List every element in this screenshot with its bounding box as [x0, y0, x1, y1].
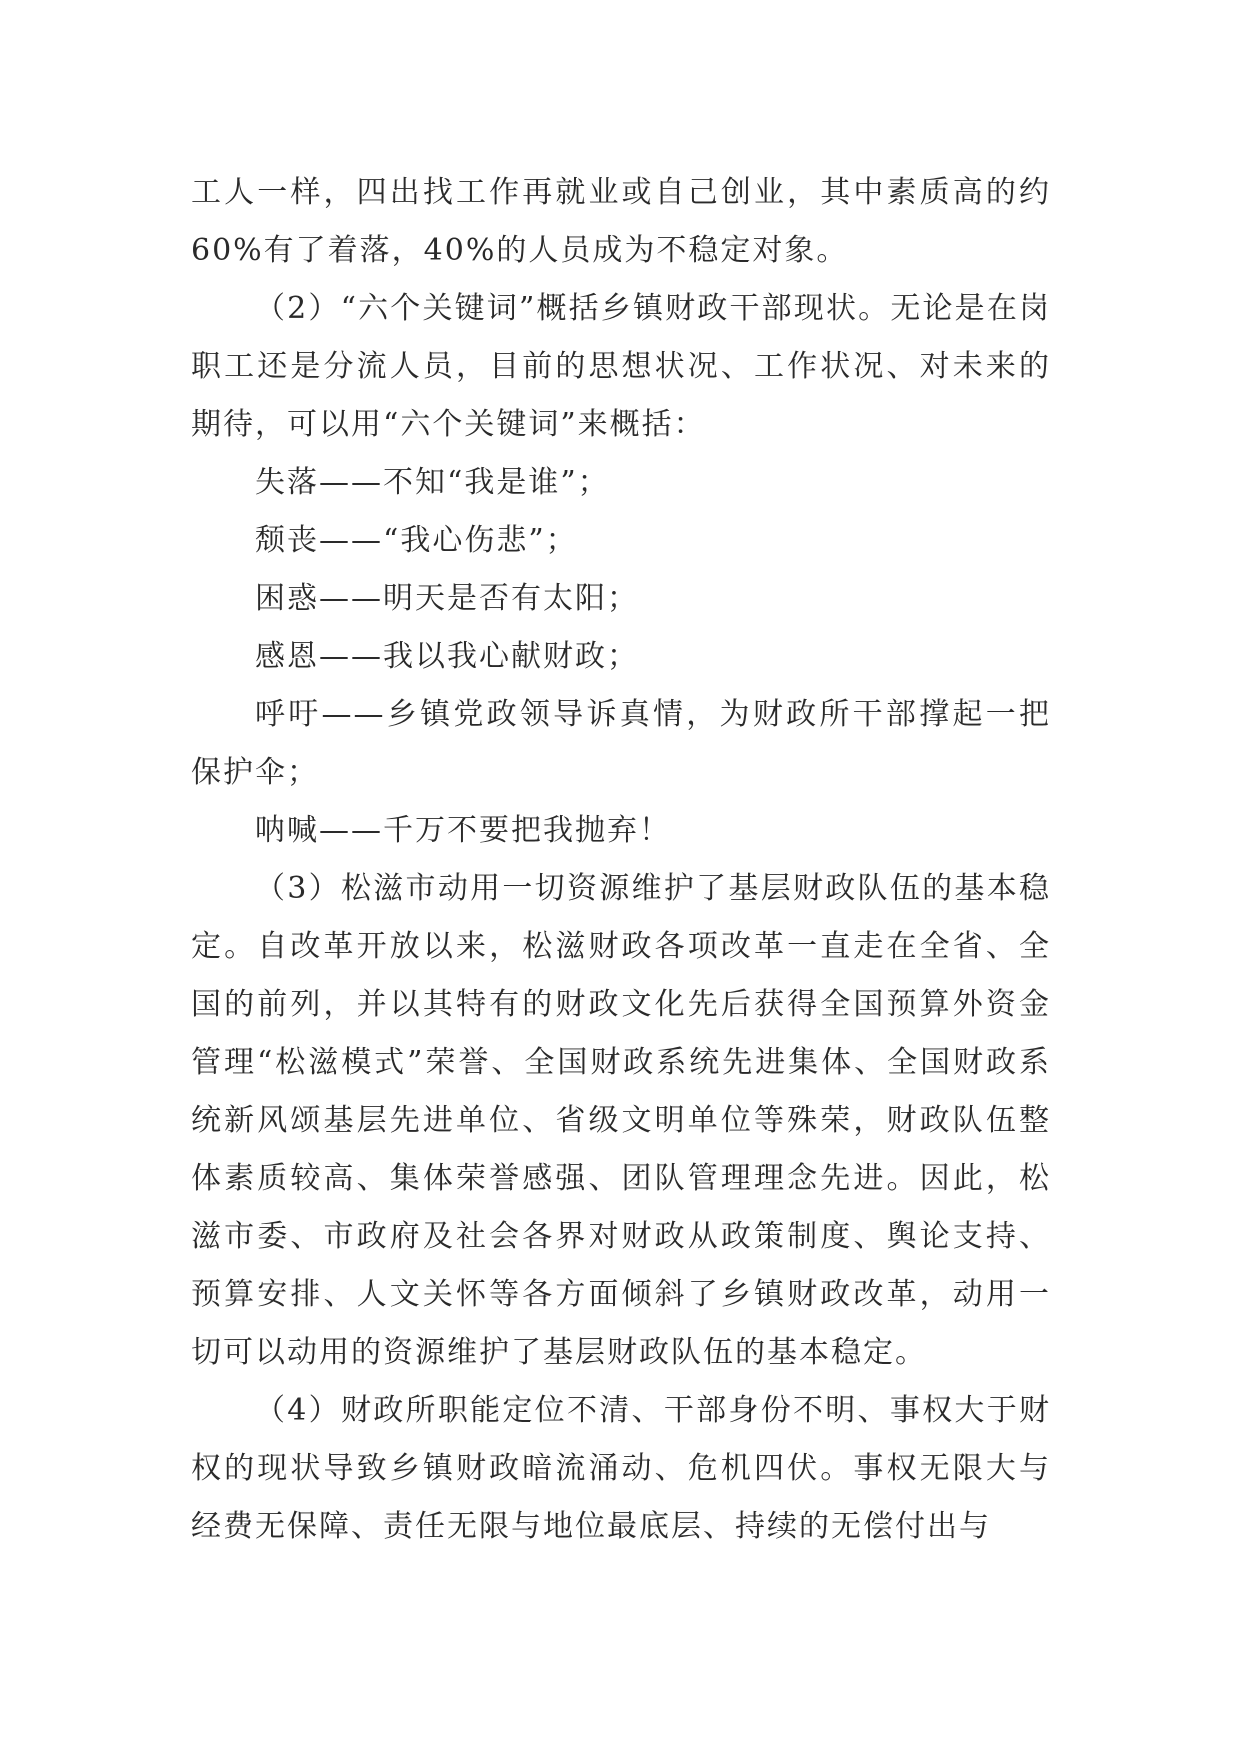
paragraph-finance-office-crisis: （4）财政所职能定位不清、干部身份不明、事权大于财权的现状导致乡镇财政暗流涌动、危机四伏。事权无限大与经费无保障、责任无限与地位最底层、持续的无偿付出与: [191, 1393, 1051, 1544]
keyword-item-confusion: 困惑——明天是否有太阳；: [255, 581, 639, 616]
keyword-item-loss: 失落——不知“我是谁”；: [255, 465, 610, 500]
keyword-item-gratitude: 感恩——我以我心献财政；: [255, 639, 639, 674]
keyword-item-dejection: 颓丧——“我心伤悲”；: [255, 523, 578, 558]
paragraph-continuation: 工人一样，四出找工作再就业或自己创业，其中素质高的约60%有了着落，40%的人员成为不稳定对象。: [191, 175, 1051, 268]
keyword-item-appeal: 呼吁——乡镇党政领导诉真情，为财政所干部撑起一把保护伞；: [191, 697, 1051, 790]
document-body: [191, 164, 1051, 1556]
paragraph-six-keywords-intro: （2）“六个关键词”概括乡镇财政干部现状。无论是在岗职工还是分流人员，目前的思想状况、工作状况、对未来的期待，可以用“六个关键词”来概括：: [191, 291, 1051, 442]
paragraph-songzi-stability: （3）松滋市动用一切资源维护了基层财政队伍的基本稳定。自改革开放以来，松滋财政各项改革一直走在全省、全国的前列，并以其特有的财政文化先后获得全国预算外资金管理“松滋模式”荣誉、全国财政系统先进集体、全国财政系统新风颂基层先进单位、省级文明单位等殊荣，财政队伍整体素质较高、集体荣誉感强、团队管理理念先进。因此，松滋市委、市政府及社会各界对财政从政策制度、舆论支持、预算安排、人文关怀等各方面倾斜了乡镇财政改革，动用一切可以动用的资源维护了基层财政队伍的基本稳定。: [191, 871, 1051, 1370]
keyword-item-outcry: 呐喊——千万不要把我抛弃！: [255, 813, 671, 848]
